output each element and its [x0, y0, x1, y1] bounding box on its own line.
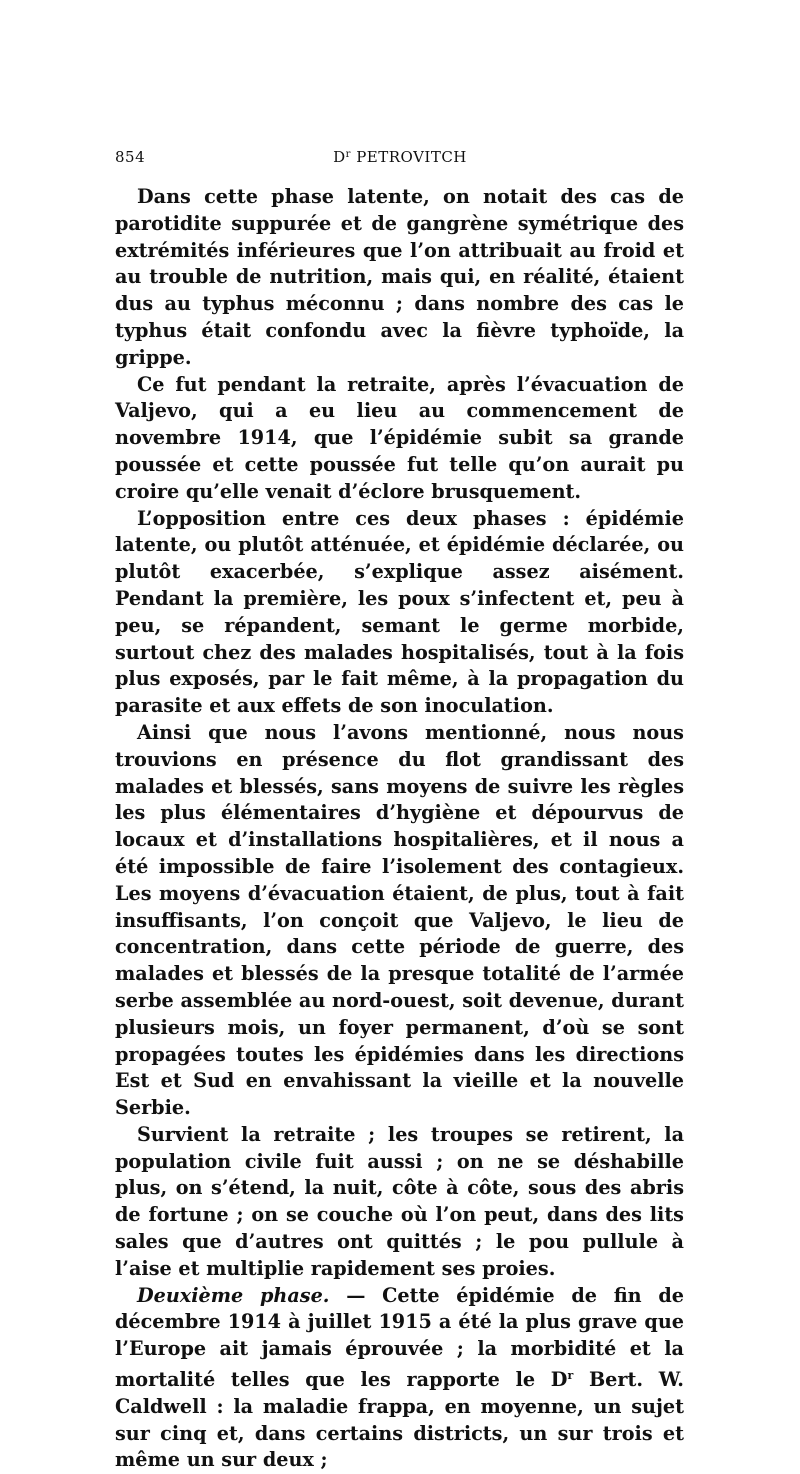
author-prefix: D	[333, 148, 346, 166]
paragraph-opposition-phases: L’opposition entre ces deux phases : épidémie latente, ou plutôt atténuée, et épidémie déclarée, ou plutôt exacerbée, s’explique assez aisément. Pendant la première, les poux s’infectent et, peu à peu, se répandent, semant le germe morbide, surtout chez des malades hospitalisés, tout à la fois plus exposés, par le fait même, à la propagation du parasite et aux effets de son inoculation.	[115, 506, 684, 718]
author-name: PETROVITCH	[350, 148, 467, 166]
second-phase-text-b: Bert. W. Caldwell : la maladie frappa, en moyenne, un sujet sur cinq et, dans certains districts, un sur trois et même un sur deux ;	[115, 1368, 684, 1472]
page-header	[115, 148, 685, 172]
page-number: 854	[115, 148, 146, 166]
running-head	[115, 148, 685, 166]
paragraph-second-phase	[115, 1283, 684, 1474]
paragraph-latent-phase: Dans cette phase latente, on notait des cas de parotidite suppurée et de gangrène symétrique des extrémités inférieures que l’on attribuait au froid et au trouble de nutrition, mais qui, en réalité, étaient dus au typhus méconnu ; dans nombre des cas le typhus était confondu avec la fièvre typhoïde, la grippe.	[115, 185, 684, 369]
author-superscript: r	[345, 149, 351, 160]
second-phase-heading: Deuxième phase.	[137, 1283, 330, 1307]
paragraph-retreat-outbreak: Ce fut pendant la retraite, après l’évacuation de Valjevo, qui a eu lieu au commencement de novembre 1914, que l’épidémie subit sa grande poussée et cette poussée fut telle qu’on aurait pu croire qu’elle venait d’éclore brusquement.	[115, 372, 684, 503]
second-phase-text-a: — Cette épidémie de fin de décembre 1914 à juillet 1915 a été la plus grave que l’Europe ait jamais éprouvée ; la morbidité et la mortalité telles que les rapporte le D	[115, 1283, 684, 1392]
body-text	[115, 184, 684, 1474]
paragraph-valjevo-focus: Ainsi que nous l’avons mentionné, nous nous trouvions en présence du flot grandissant des malades et blessés, sans moyens de suivre les règles les plus élémentaires d’hygiène et dépourvus de locaux et d’installations hospitalières, et il nous a été impossible de faire l’isolement des contagieux. Les moyens d’évacuation étaient, de plus, tout à fait insuffisants, l’on conçoit que Valjevo, le lieu de concentration, dans cette période de guerre, des malades et blessés de la presque totalité de l’armée serbe assemblée au nord-ouest, soit devenue, durant plusieurs mois, un foyer permanent, d’où se sont propagées toutes les épidémies dans les directions Est et Sud en envahissant la vieille et la nouvelle Serbie.	[115, 720, 684, 1120]
doctor-superscript: r	[567, 1369, 574, 1383]
paragraph-retreat-lice: Survient la retraite ; les troupes se retirent, la population civile fuit aussi ; on ne se déshabille plus, on s’étend, la nuit, côte à côte, sous des abris de fortune ; on se couche où l’on peut, dans des lits sales que d’autres ont quittés ; le pou pullule à l’aise et multiplie rapidement ses proies.	[115, 1122, 684, 1280]
